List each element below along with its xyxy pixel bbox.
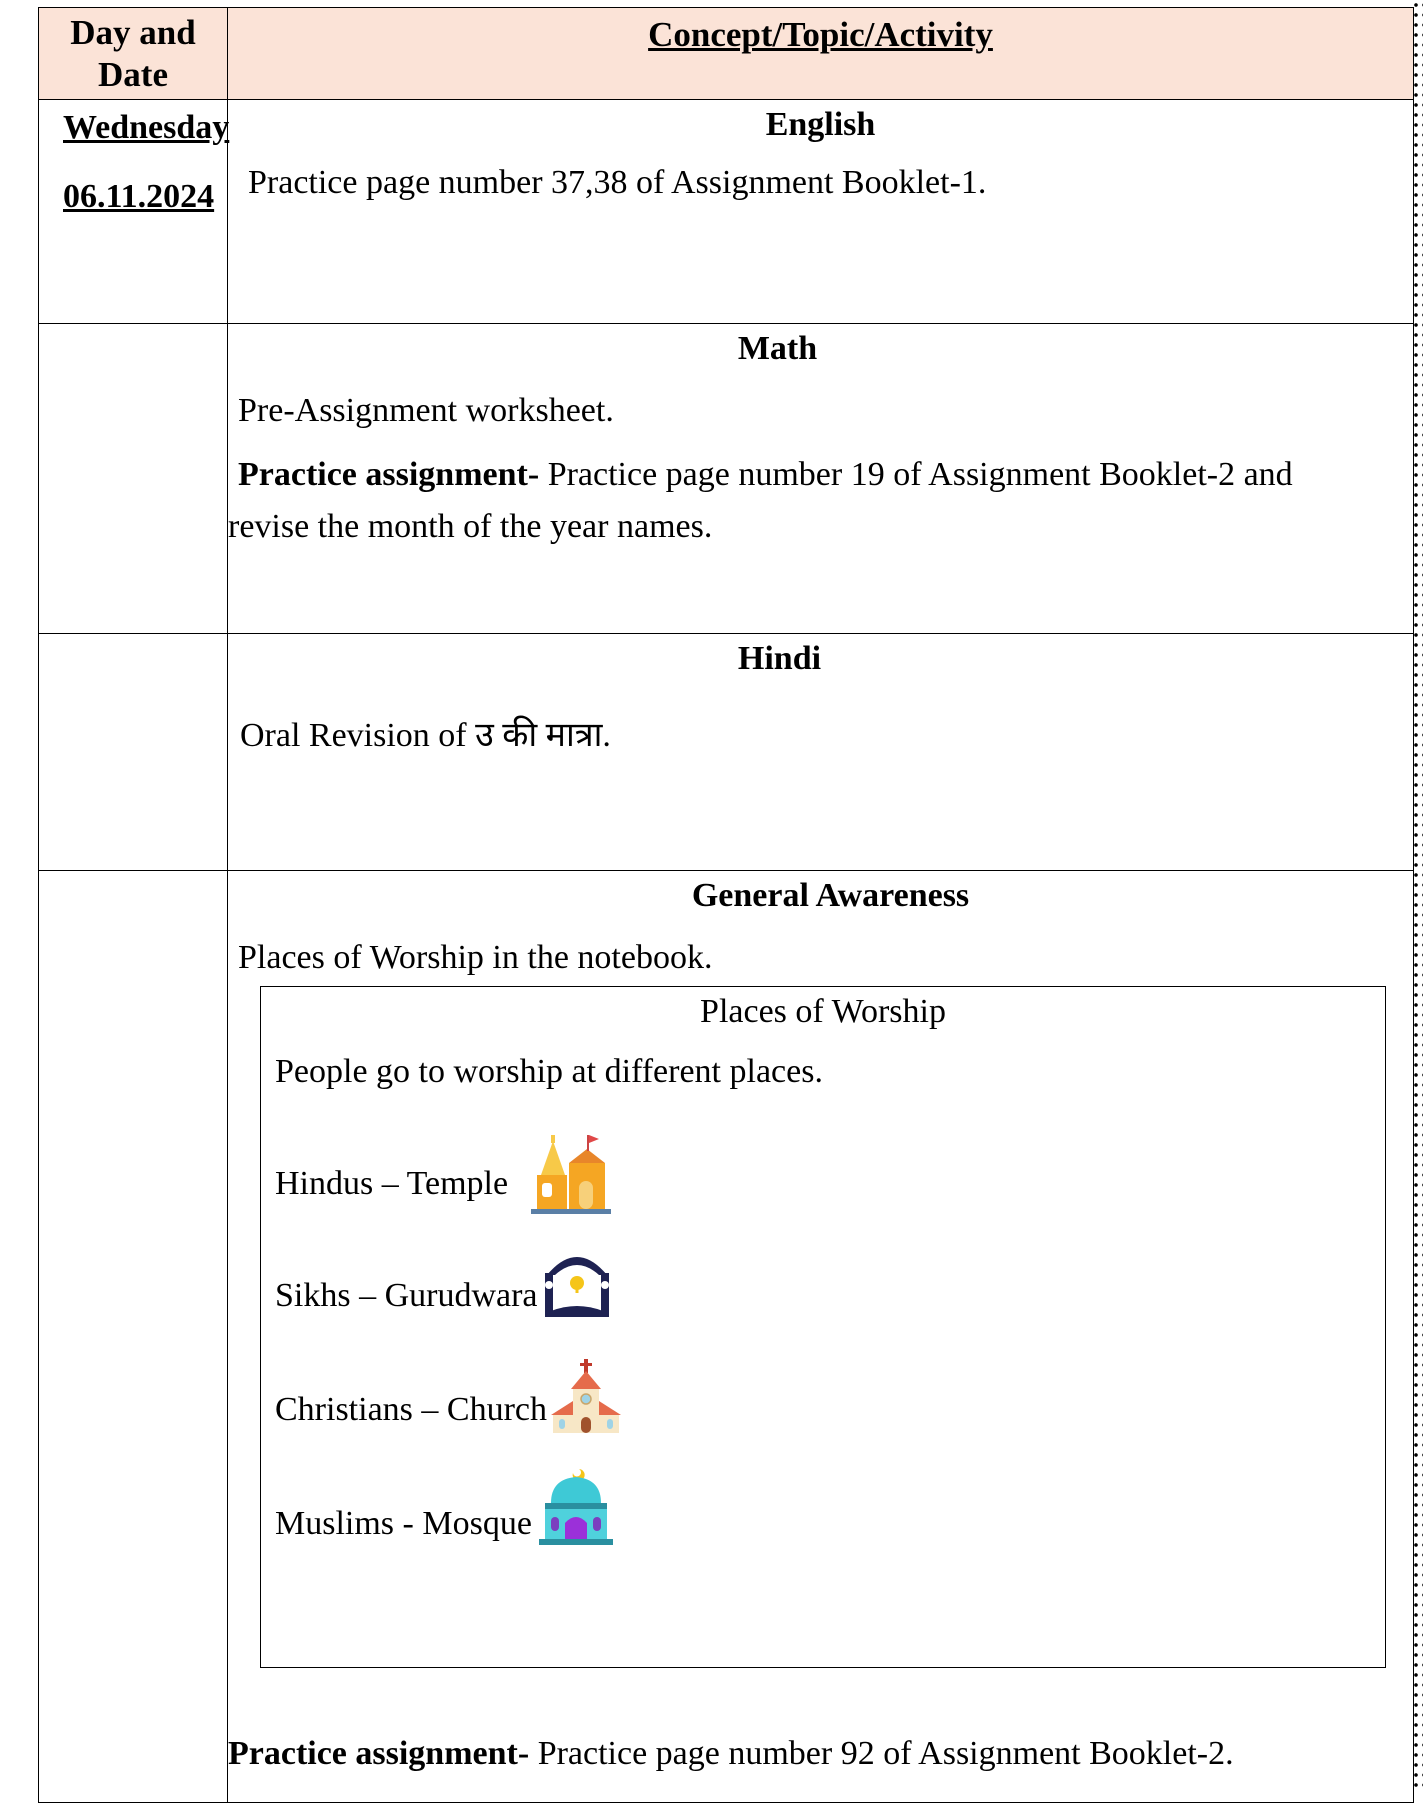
row-english [39, 100, 1414, 324]
church-icon [549, 1359, 623, 1435]
worship-box-title: Places of Worship [700, 993, 946, 1030]
header-row [39, 8, 1414, 100]
worship-box [260, 986, 1386, 1668]
header-day-date: Day and Date [39, 8, 228, 100]
english-cell [228, 100, 1414, 324]
row-general-awareness [39, 871, 1414, 1803]
math-practice-text: Practice page number 19 of Assignment Booklet-2 and [539, 456, 1293, 493]
day-date: 06.11.2024 [63, 178, 215, 215]
math-practice-label: Practice assignment- [238, 456, 540, 493]
english-subject: English [765, 106, 876, 143]
mosque-icon [537, 1465, 615, 1549]
math-practice [238, 456, 1293, 494]
general-awareness-practice [228, 1735, 1234, 1773]
math-subject: Math [737, 330, 818, 367]
english-text: Practice page number 37,38 of Assignment Booklet-1. [248, 164, 987, 201]
math-practice-continued: revise the month of the year names. [228, 508, 713, 545]
worship-item-mosque: Muslims - Mosque [275, 1505, 532, 1542]
hindi-subject: Hindi [737, 640, 822, 677]
gurudwara-icon [541, 1245, 613, 1321]
ga-practice-label: Practice assignment- [228, 1735, 530, 1772]
general-awareness-subject: General Awareness [691, 877, 970, 914]
homework-table [38, 7, 1414, 1803]
worship-item-church: Christians – Church [275, 1391, 547, 1428]
day-cell-empty [39, 871, 228, 1803]
math-cell [228, 324, 1414, 634]
temple-icon [531, 1133, 611, 1215]
row-hindi [39, 634, 1414, 871]
day-cell-empty [39, 324, 228, 634]
header-topic [228, 8, 1414, 100]
row-math [39, 324, 1414, 634]
worship-item-temple: Hindus – Temple [275, 1165, 509, 1202]
hindi-cell [228, 634, 1414, 871]
math-text: Pre-Assignment worksheet. [238, 392, 614, 429]
ga-practice-text: Practice page number 92 of Assignment Booklet-2. [529, 1735, 1234, 1772]
hindi-text: Oral Revision of उ की मात्रा. [240, 717, 611, 754]
worship-box-intro: People go to worship at different places. [275, 1053, 823, 1090]
day-cell [39, 100, 228, 324]
general-awareness-intro: Places of Worship in the notebook. [238, 939, 713, 976]
day-name: Wednesday [63, 109, 230, 146]
header-topic-label: Concept/Topic/Activity [648, 15, 993, 54]
general-awareness-cell [228, 871, 1414, 1803]
worship-item-gurudwara: Sikhs – Gurudwara [275, 1277, 538, 1314]
